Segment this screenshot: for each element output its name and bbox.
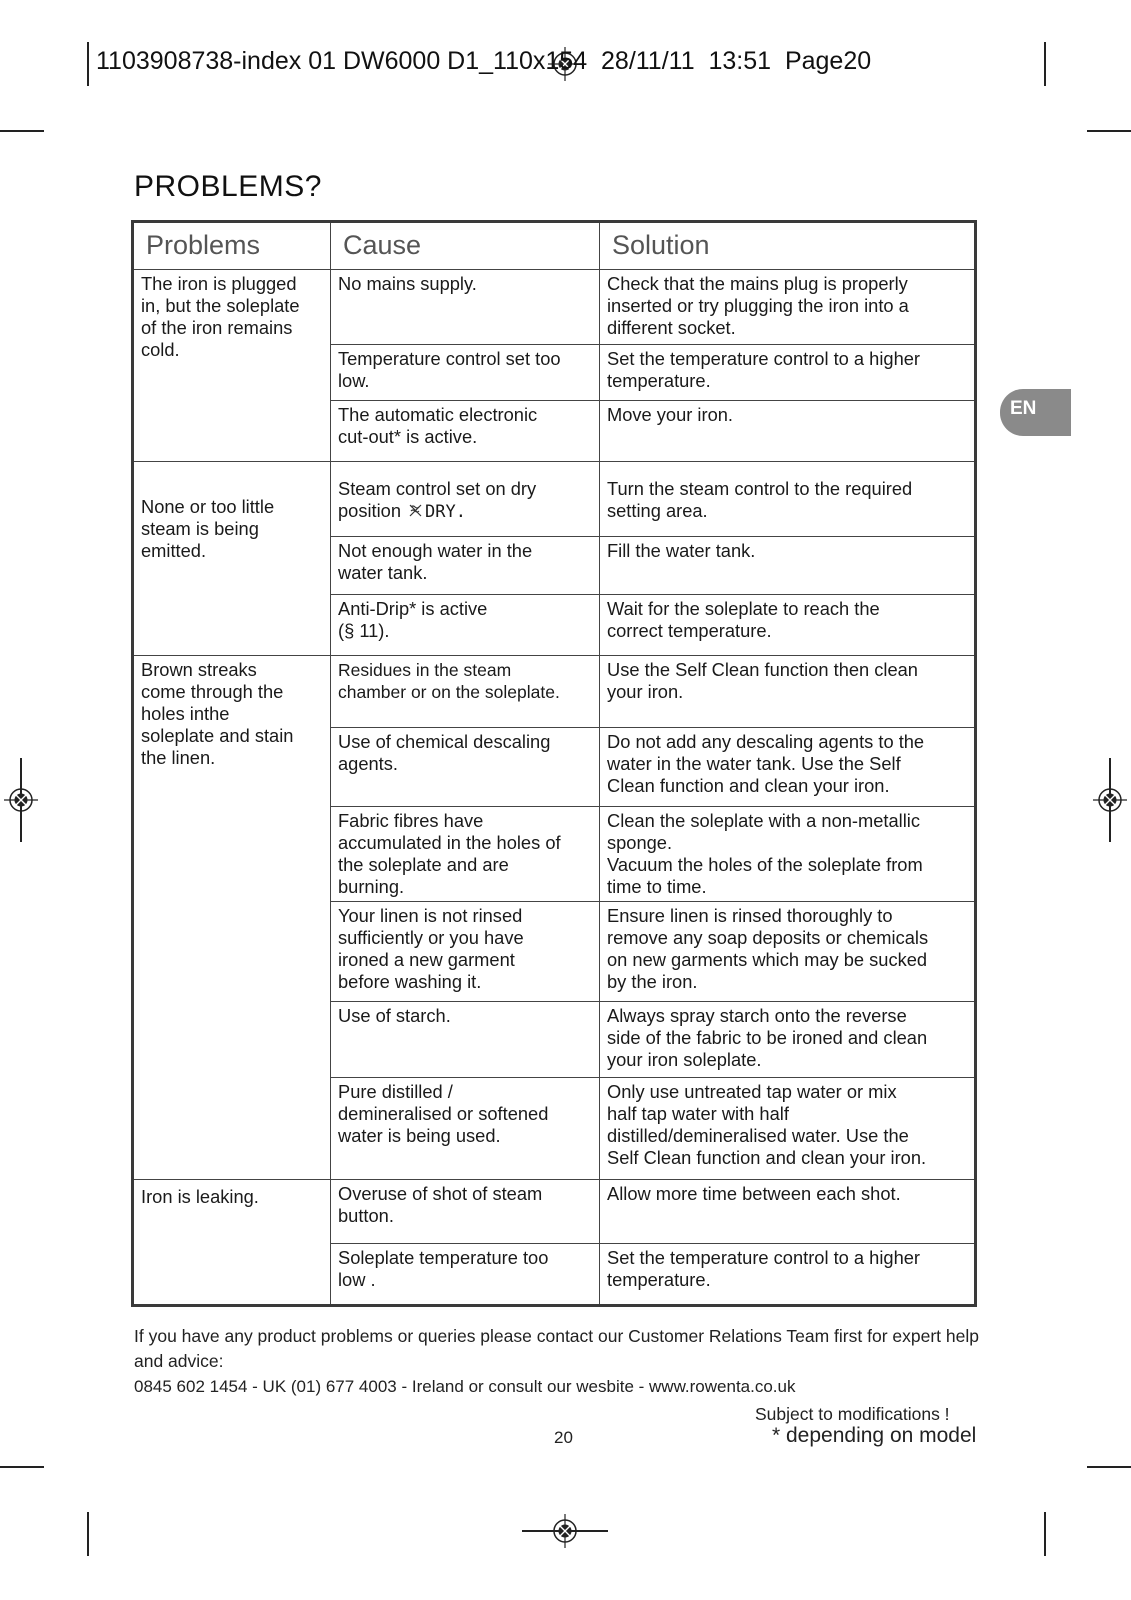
cause-cell: Your linen is not rinsed sufficiently or you have ironed a new garment before washing it. <box>331 902 600 1002</box>
cause-cell: Not enough water in the water tank. <box>331 537 600 595</box>
phone-line: 0845 602 1454 - UK (01) 677 4003 - Ireland or consult our wesbite - www.rowenta.co.uk <box>134 1377 796 1396</box>
problem-cell: Iron is leaking. <box>133 1180 331 1306</box>
solution-text: Turn the steam control to the required setting area. <box>607 478 913 521</box>
cause-cell: Anti-Drip* is active (§ 11). <box>331 595 600 656</box>
cause-cell: Fabric fibres have accumulated in the holes of the soleplate and are burning. <box>331 807 600 902</box>
cause-cell: Use of chemical descaling agents. <box>331 728 600 807</box>
solution-cell: Ensure linen is rinsed thoroughly to remove any soap deposits or chemicals on new garments which may be sucked by the iron. <box>600 902 976 1002</box>
registration-mark-icon <box>1093 783 1127 817</box>
table-row <box>133 270 976 345</box>
solution-cell: Do not add any descaling agents to the water in the water tank. Use the Self Clean function and clean your iron. <box>600 728 976 807</box>
problem-cell: Brown streaks come through the holes inthe soleplate and stain the linen. <box>133 656 331 1180</box>
problem-cell <box>133 462 331 656</box>
cause-cell: Residues in the steam chamber or on the soleplate. <box>331 656 600 728</box>
column-header-solution: Solution <box>600 222 976 270</box>
registration-mark-icon <box>4 783 38 817</box>
cause-cell: Pure distilled / demineralised or softened water is being used. <box>331 1078 600 1180</box>
solution-cell: Wait for the soleplate to reach the correct temperature. <box>600 595 976 656</box>
table-row <box>133 462 976 537</box>
solution-cell: Use the Self Clean function then clean your iron. <box>600 656 976 728</box>
model-note: * depending on model <box>772 1424 977 1447</box>
solution-cell: Clean the soleplate with a non-metallic sponge. Vacuum the holes of the soleplate from time to time. <box>600 807 976 902</box>
crop-mark <box>87 42 89 86</box>
table-row <box>133 656 976 728</box>
no-steam-icon <box>409 504 423 518</box>
cause-cell: No mains supply. <box>331 270 600 345</box>
cause-cell: The automatic electronic cut-out* is active. <box>331 401 600 462</box>
solution-cell <box>600 462 976 537</box>
solution-cell: Allow more time between each shot. <box>600 1180 976 1244</box>
cause-text: Steam control set on dry position <box>338 478 537 521</box>
cause-cell: Temperature control set too low. <box>331 345 600 401</box>
cause-cell: Use of starch. <box>331 1002 600 1078</box>
crop-mark <box>0 130 44 132</box>
cause-cell: Soleplate temperature too low . <box>331 1244 600 1306</box>
solution-cell: Always spray starch onto the reverse side of the fabric to be ironed and clean your iron soleplate. <box>600 1002 976 1078</box>
problem-cell: The iron is plugged in, but the soleplate of the iron remains cold. <box>133 270 331 462</box>
language-tab: EN <box>1000 389 1071 436</box>
dry-label: DRY. <box>425 502 466 522</box>
contact-note: If you have any product problems or queries please contact our Customer Relations Team first for expert help and advice: <box>134 1326 979 1371</box>
solution-cell: Move your iron. <box>600 401 976 462</box>
column-header-problems: Problems <box>133 222 331 270</box>
crop-mark <box>87 1512 89 1556</box>
crop-mark <box>1087 1466 1131 1468</box>
crop-mark <box>1044 1512 1046 1556</box>
solution-cell: Only use untreated tap water or mix half tap water with half distilled/demineralised water. Use the Self Clean function and clean your iron. <box>600 1078 976 1180</box>
solution-cell: Set the temperature control to a higher temperature. <box>600 1244 976 1306</box>
column-header-cause: Cause <box>331 222 600 270</box>
subject-note: Subject to modifications ! <box>755 1404 950 1424</box>
crop-mark <box>1044 42 1046 86</box>
cause-cell: Overuse of shot of steam button. <box>331 1180 600 1244</box>
page-title: PROBLEMS? <box>134 170 322 203</box>
solution-cell: Set the temperature control to a higher temperature. <box>600 345 976 401</box>
table-row <box>133 1180 976 1244</box>
troubleshooting-table <box>131 220 977 1307</box>
cause-cell <box>331 462 600 537</box>
registration-mark-icon <box>548 1514 582 1548</box>
solution-cell: Fill the water tank. <box>600 537 976 595</box>
crop-mark <box>0 1466 44 1468</box>
solution-cell: Check that the mains plug is properly inserted or try plugging the iron into a different socket. <box>600 270 976 345</box>
page-number: 20 <box>554 1428 573 1447</box>
crop-mark <box>1087 130 1131 132</box>
table-header-row <box>133 222 976 270</box>
problem-text: None or too little steam is being emitted. <box>141 496 275 561</box>
print-header: 1103908738-index 01 DW6000 D1_110x154 28/11/11 13:51 Page20 <box>96 47 872 75</box>
